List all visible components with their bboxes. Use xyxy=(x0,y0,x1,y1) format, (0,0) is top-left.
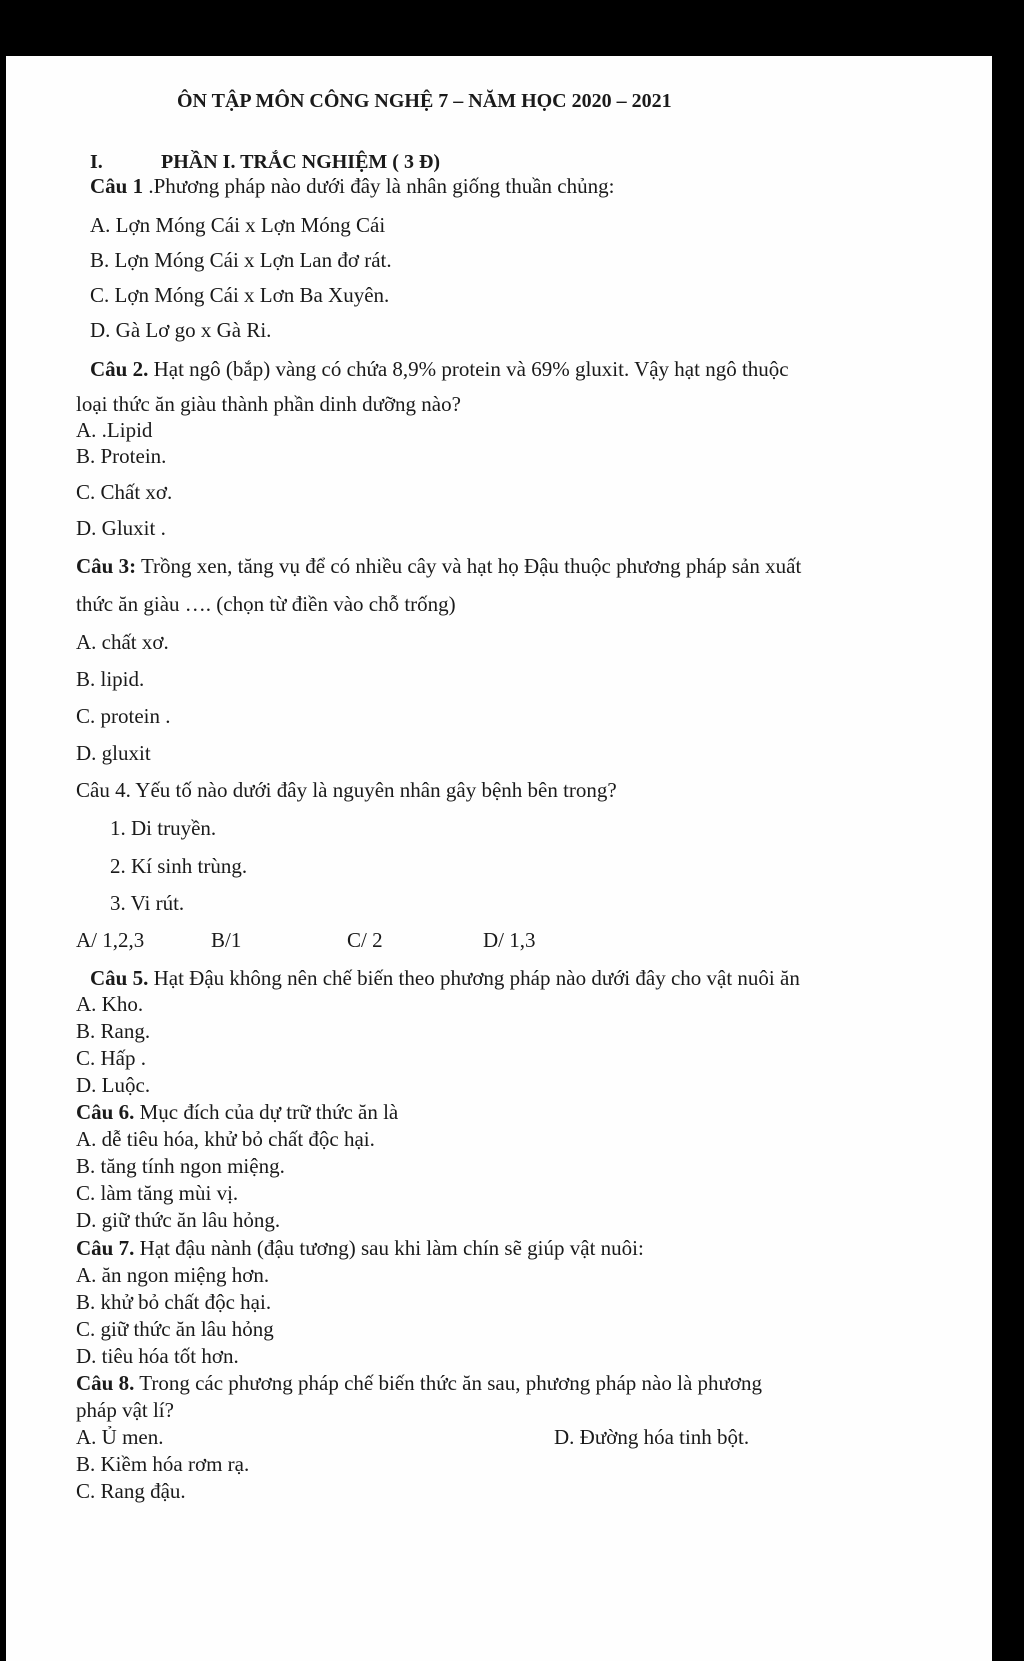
question-2 xyxy=(90,357,789,381)
q5-option-a: A. Kho. xyxy=(76,992,144,1016)
q8-option-d: D. Đường hóa tinh bột. xyxy=(554,1425,750,1449)
section-number: I. xyxy=(90,151,103,173)
question-3-text-2: thức ăn giàu …. (chọn từ điền vào chỗ trống) xyxy=(76,592,456,616)
q1-option-a: A. Lợn Móng Cái x Lợn Móng Cái xyxy=(90,213,386,237)
question-6-label: Câu 6. xyxy=(76,1100,135,1124)
q8-option-c: C. Rang đậu. xyxy=(76,1479,186,1503)
q4-answer-c: C/ 2 xyxy=(347,928,383,952)
q6-option-a: A. dễ tiêu hóa, khử bỏ chất độc hại. xyxy=(76,1127,375,1151)
q2-option-b: B. Protein. xyxy=(76,444,167,468)
q7-option-a: A. ăn ngon miệng hơn. xyxy=(76,1263,270,1287)
question-2-text-2: loại thức ăn giàu thành phần dinh dưỡng nào? xyxy=(76,392,461,416)
section-heading: PHẦN I. TRẮC NGHIỆM ( 3 Đ) xyxy=(161,151,441,173)
q6-option-c: C. làm tăng mùi vị. xyxy=(76,1181,239,1205)
q5-option-c: C. Hấp . xyxy=(76,1046,146,1070)
question-1-text: .Phương pháp nào dưới đây là nhân giống thuần chủng: xyxy=(143,174,615,198)
q3-option-a: A. chất xơ. xyxy=(76,630,169,654)
q3-option-c: C. protein . xyxy=(76,704,171,728)
q7-option-b: B. khử bỏ chất độc hại. xyxy=(76,1290,272,1314)
question-2-label: Câu 2. xyxy=(90,357,149,381)
q4-answer-d: D/ 1,3 xyxy=(483,928,536,952)
question-8-text-1: Trong các phương pháp chế biến thức ăn sau, phương pháp nào là phương xyxy=(134,1371,763,1395)
q2-option-c: C. Chất xơ. xyxy=(76,480,173,504)
q4-item-2: 2. Kí sinh trùng. xyxy=(110,854,248,878)
question-1 xyxy=(90,174,614,198)
page-title: ÔN TẬP MÔN CÔNG NGHỆ 7 – NĂM HỌC 2020 – 2021 xyxy=(177,90,672,112)
q2-option-d: D. Gluxit . xyxy=(76,516,166,540)
question-8 xyxy=(76,1371,762,1395)
question-7 xyxy=(76,1236,644,1260)
question-3-label: Câu 3: xyxy=(76,554,137,578)
question-8-label: Câu 8. xyxy=(76,1371,135,1395)
question-6 xyxy=(76,1100,398,1124)
question-3 xyxy=(76,554,801,578)
q5-option-d: D. Luộc. xyxy=(76,1073,151,1097)
q3-option-d: D. gluxit xyxy=(76,741,151,765)
q6-option-b: B. tăng tính ngon miệng. xyxy=(76,1154,285,1178)
q3-option-b: B. lipid. xyxy=(76,667,145,691)
question-5-text: Hạt Đậu không nên chế biến theo phương pháp nào dưới đây cho vật nuôi ăn xyxy=(148,966,800,990)
q6-option-d: D. giữ thức ăn lâu hỏng. xyxy=(76,1208,281,1232)
question-2-text-1: Hạt ngô (bắp) vàng có chứa 8,9% protein và 69% gluxit. Vậy hạt ngô thuộc xyxy=(148,357,789,381)
question-7-label: Câu 7. xyxy=(76,1236,135,1260)
question-4: Câu 4. Yếu tố nào dưới đây là nguyên nhân gây bệnh bên trong? xyxy=(76,778,617,802)
question-6-text: Mục đích của dự trữ thức ăn là xyxy=(134,1100,399,1124)
q4-answer-b: B/1 xyxy=(211,928,242,952)
q5-option-b: B. Rang. xyxy=(76,1019,151,1043)
q4-item-3: 3. Vi rút. xyxy=(110,891,185,915)
q7-option-d: D. tiêu hóa tốt hơn. xyxy=(76,1344,239,1368)
q4-answer-a: A/ 1,2,3 xyxy=(76,928,145,952)
question-5-label: Câu 5. xyxy=(90,966,149,990)
q8-option-a: A. Ủ men. xyxy=(76,1425,164,1449)
q1-option-b: B. Lợn Móng Cái x Lợn Lan đơ rát. xyxy=(90,248,392,272)
q1-option-c: C. Lợn Móng Cái x Lơn Ba Xuyên. xyxy=(90,283,390,307)
question-8-text-2: pháp vật lí? xyxy=(76,1398,174,1422)
question-1-label: Câu 1 xyxy=(90,174,144,198)
question-3-text-1: Trồng xen, tăng vụ để có nhiều cây và hạt họ Đậu thuộc phương pháp sản xuất xyxy=(136,554,802,578)
q8-option-b: B. Kiềm hóa rơm rạ. xyxy=(76,1452,250,1476)
question-7-text: Hạt đậu nành (đậu tương) sau khi làm chín sẽ giúp vật nuôi: xyxy=(134,1236,644,1260)
q1-option-d: D. Gà Lơ go x Gà Ri. xyxy=(90,318,272,342)
q4-item-1: 1. Di truyền. xyxy=(110,816,217,840)
document-page xyxy=(6,56,992,1661)
q2-option-a: A. .Lipid xyxy=(76,418,153,442)
question-5 xyxy=(90,966,800,990)
q7-option-c: C. giữ thức ăn lâu hỏng xyxy=(76,1317,274,1341)
